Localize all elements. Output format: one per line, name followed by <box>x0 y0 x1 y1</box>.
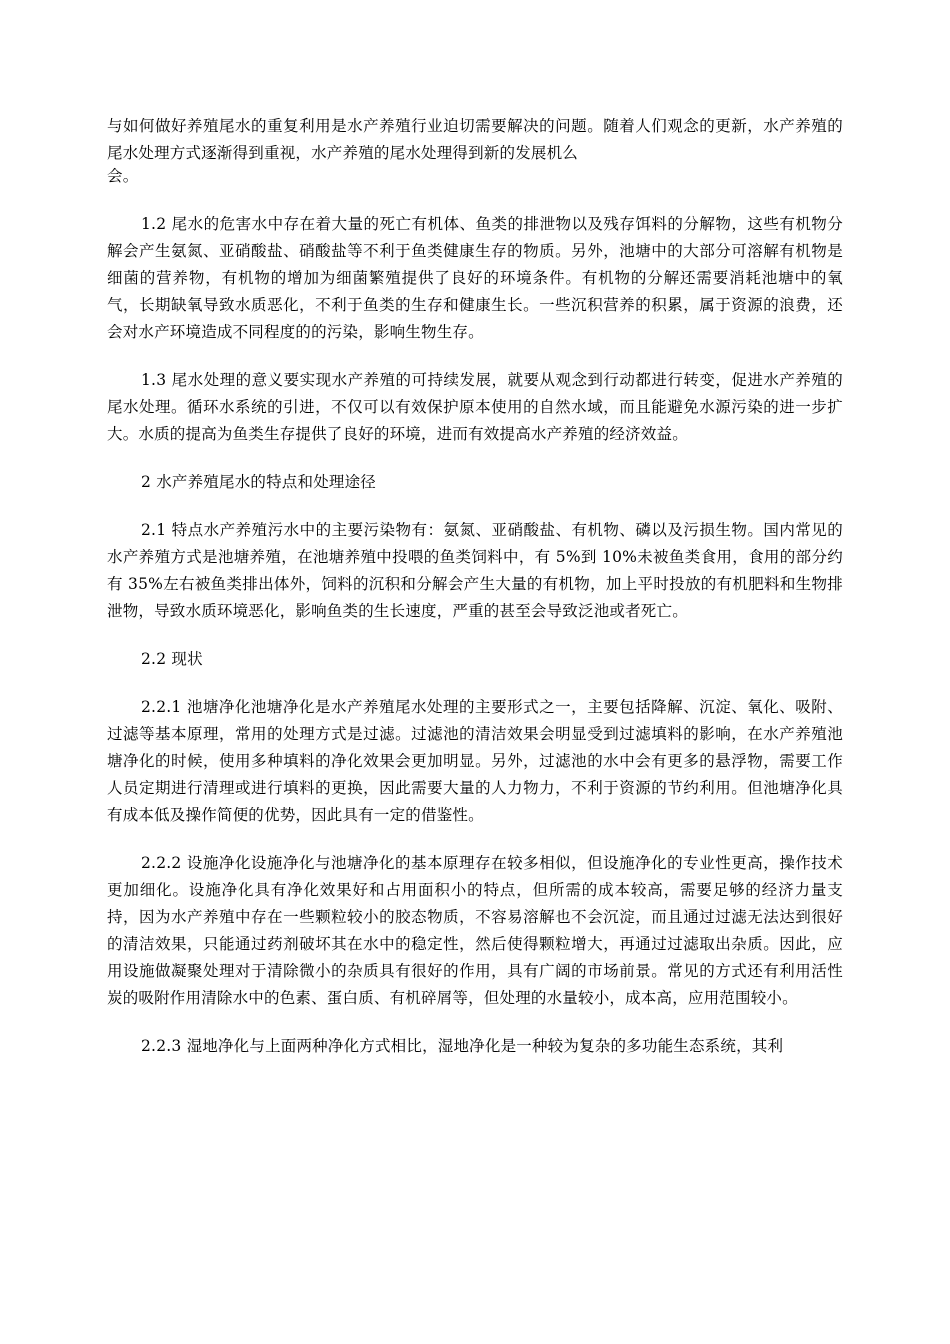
section-2-2-3-paragraph: 2.2.3 湿地净化与上面两种净化方式相比，湿地净化是一种较为复杂的多功能生态系统，其利 <box>141 1037 784 1055</box>
section-2-heading: 2 水产养殖尾水的特点和处理途径 <box>141 473 376 491</box>
document-page <box>107 113 843 1081</box>
section-2-2-1-paragraph: 2.2.1 池塘净化池塘净化是水产养殖尾水处理的主要形式之一，主要包括降解、沉淀、氧化、吸附、过滤等基本原理，常用的处理方式是过滤。过滤池的清洁效果会明显受到过滤填料的影响，在水产养殖池塘净化的时候，使用多种填料的净化效果会更加明显。另外，过滤池的水中会有更多的悬浮物，需要工作人员定期进行清理或进行填料的更换，因此需要大量的人力物力，不利于资源的节约利用。但池塘净化具有成本低及操作简便的优势，因此具有一定的借鉴性。 <box>107 698 843 824</box>
section-2-2-heading: 2.2 现状 <box>141 650 203 668</box>
paragraph-intro-continued: 与如何做好养殖尾水的重复利用是水产养殖行业迫切需要解决的问题。随着人们观念的更新，水产养殖的尾水处理方式逐渐得到重视，水产养殖的尾水处理得到新的发展机么 <box>107 117 843 162</box>
section-1-3-paragraph: 1.3 尾水处理的意义要实现水产养殖的可持续发展，就要从观念到行动都进行转变，促进水产养殖的尾水处理。循环水系统的引进，不仅可以有效保护原本使用的自然水域，而且能避免水源污染的进一步扩大。水质的提高为鱼类生存提供了良好的环境，进而有效提高水产养殖的经济效益。 <box>107 371 843 443</box>
section-1-2-paragraph: 1.2 尾水的危害水中存在着大量的死亡有机体、鱼类的排泄物以及残存饵料的分解物，这些有机物分解会产生氨氮、亚硝酸盐、硝酸盐等不利于鱼类健康生存的物质。另外，池塘中的大部分可溶解有机物是细菌的营养物，有机物的增加为细菌繁殖提供了良好的环境条件。有机物的分解还需要消耗池塘中的氧气，长期缺氧导致水质恶化，不利于鱼类的生存和健康生长。一些沉积营养的积累，属于资源的浪费，还会对水产环境造成不同程度的的污染，影响生物生存。 <box>107 215 843 341</box>
section-2-2-2-paragraph: 2.2.2 设施净化设施净化与池塘净化的基本原理存在较多相似，但设施净化的专业性更高，操作技术更加细化。设施净化具有净化效果好和占用面积小的特点，但所需的成本较高，需要足够的经济力量支持，因为水产养殖中存在一些颗粒较小的胶态物质，不容易溶解也不会沉淀，而且通过过滤无法达到很好的清洁效果，只能通过药剂破坏其在水中的稳定性，然后使得颗粒增大，再通过过滤取出杂质。因此，应用设施做凝聚处理对于清除微小的杂质具有很好的作用，具有广阔的市场前景。常见的方式还有利用活性炭的吸附作用清除水中的色素、蛋白质、有机碎屑等，但处理的水量较小，成本高，应用范围较小。 <box>107 854 843 1007</box>
section-2-1-paragraph: 2.1 特点水产养殖污水中的主要污染物有：氨氮、亚硝酸盐、有机物、磷以及污损生物。国内常见的水产养殖方式是池塘养殖，在池塘养殖中投喂的鱼类饲料中，有 5%到 10%未被鱼类食用，食用的部分约有 35%左右被鱼类排出体外，饲料的沉积和分解会产生大量的有机物，加上平时投放的有机肥料和生物排泄物，导致水质环境恶化，影响鱼类的生长速度，严重的甚至会导致泛池或者死亡。 <box>107 521 843 620</box>
paragraph-intro-end: 会。 <box>107 167 139 185</box>
